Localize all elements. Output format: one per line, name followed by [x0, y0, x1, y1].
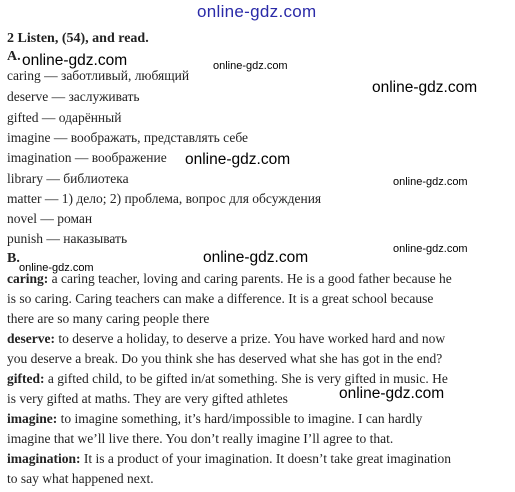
definition-line [7, 309, 209, 329]
definition-text: you deserve a break. Do you think she has deserved what she has got in the end? [7, 351, 443, 366]
watermark: online-gdz.com [372, 79, 478, 96]
watermark: online-gdz.com [213, 60, 288, 72]
definition-text: It is a product of your imagination. It doesn’t take great imagination [80, 451, 452, 466]
definition-line [7, 449, 451, 469]
definition-line [7, 469, 154, 489]
exercise-title: 2 Listen, (54), and read. [7, 31, 149, 46]
definition-text: to deserve a holiday, to deserve a prize. You have worked hard and now [54, 331, 446, 346]
vocab-entry: novel — роман [7, 211, 93, 226]
watermark: online-gdz.com [203, 249, 309, 266]
definition-text: a caring teacher, loving and caring parents. He is a good father because he [48, 271, 452, 286]
section-b-label: B. [7, 251, 20, 266]
definition-text: is so caring. Caring teachers can make a difference. It is a great school because [7, 291, 434, 306]
vocab-entry: library — библиотека [7, 171, 129, 186]
definition-text: there are so many caring people there [7, 311, 210, 326]
definition-line [7, 389, 288, 409]
watermark: online-gdz.com [393, 243, 468, 255]
vocab-entry: punish — наказывать [7, 231, 128, 246]
watermark: online-gdz.com [185, 151, 291, 168]
term-label: deserve: [7, 331, 55, 346]
watermark: online-gdz.com [19, 262, 94, 274]
watermark: online-gdz.com [393, 176, 468, 188]
definition-line [7, 409, 422, 429]
definition-line [7, 329, 445, 349]
definition-text: imagine that we’ll live there. You don’t really imagine I’ll agree to that. [7, 431, 394, 446]
term-label: gifted: [7, 371, 45, 386]
term-label: caring: [7, 271, 49, 286]
definition-text: to imagine something, it’s hard/impossible to imagine. I can hardly [57, 411, 423, 426]
watermark: online-gdz.com [22, 52, 128, 69]
watermark: online-gdz.com [339, 385, 445, 402]
term-label: imagine: [7, 411, 58, 426]
definition-line [7, 429, 393, 449]
term-label: imagination: [7, 451, 81, 466]
definition-text: a gifted child, to be gifted in/at something. She is very gifted in music. He [44, 371, 448, 386]
watermark-top: online-gdz.com [197, 2, 317, 21]
vocab-entry: matter — 1) дело; 2) проблема, вопрос для обсуждения [7, 191, 322, 206]
definition-text: is very gifted at maths. They are very gifted athletes [7, 391, 288, 406]
definition-line [7, 289, 433, 309]
definition-text: to say what happened next. [7, 471, 154, 486]
section-a-label: A. [7, 49, 21, 64]
vocab-entry: deserve — заслуживать [7, 89, 140, 104]
vocab-entry: gifted — одарённый [7, 110, 122, 125]
vocab-entry: caring — заботливый, любящий [7, 68, 190, 83]
definition-line [7, 349, 442, 369]
vocab-entry: imagine — воображать, представлять себе [7, 130, 249, 145]
vocab-entry: imagination — воображение [7, 150, 167, 165]
